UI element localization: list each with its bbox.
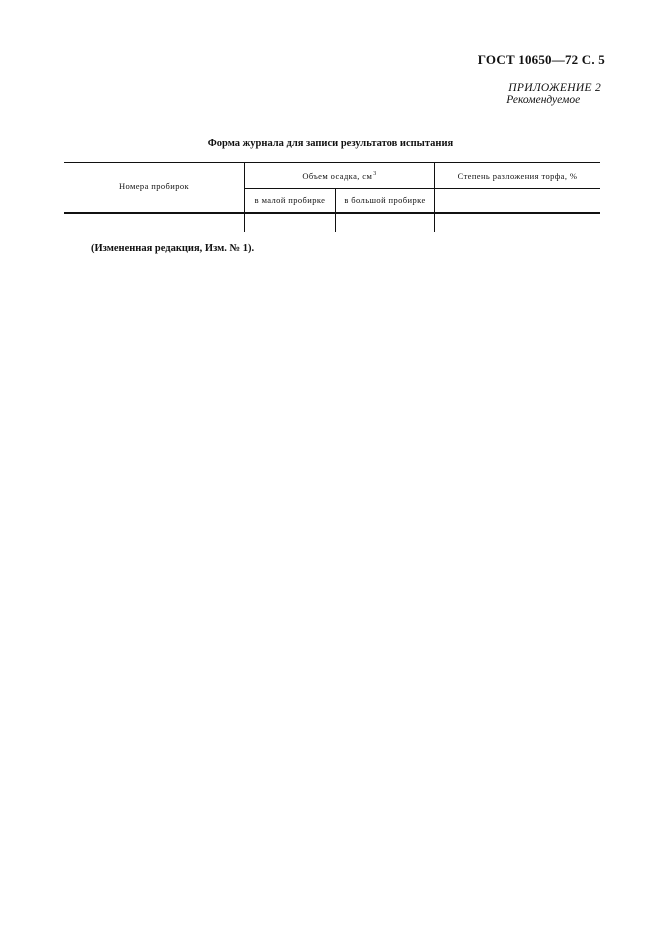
sub-small-tube: в малой пробирке bbox=[254, 195, 326, 205]
edit-note: (Измененная редакция, Изм. № 1). bbox=[91, 243, 255, 254]
col-sediment-volume-label: Объем осадка, см bbox=[302, 171, 373, 181]
col-sediment-volume-sup: 3 bbox=[373, 171, 377, 177]
log-table bbox=[64, 162, 600, 232]
table-mid-rule bbox=[244, 188, 600, 189]
header-code: ГОСТ 10650—72 С. 5 bbox=[477, 52, 605, 67]
table-top-rule bbox=[64, 162, 600, 163]
appendix-block bbox=[508, 82, 601, 106]
table-header-bottom-rule bbox=[64, 212, 600, 214]
sub-large-tube: в большой пробирке bbox=[344, 195, 426, 205]
col-sediment-volume bbox=[245, 171, 434, 181]
appendix-status: Рекомендуемое bbox=[506, 94, 581, 106]
appendix-title: ПРИЛОЖЕНИЕ 2 bbox=[508, 82, 601, 94]
col-tube-numbers: Номера пробирок bbox=[118, 181, 190, 191]
col-decomposition: Степень разложения торфа, % bbox=[457, 171, 578, 181]
form-title: Форма журнала для записи результатов испытания bbox=[207, 138, 454, 149]
